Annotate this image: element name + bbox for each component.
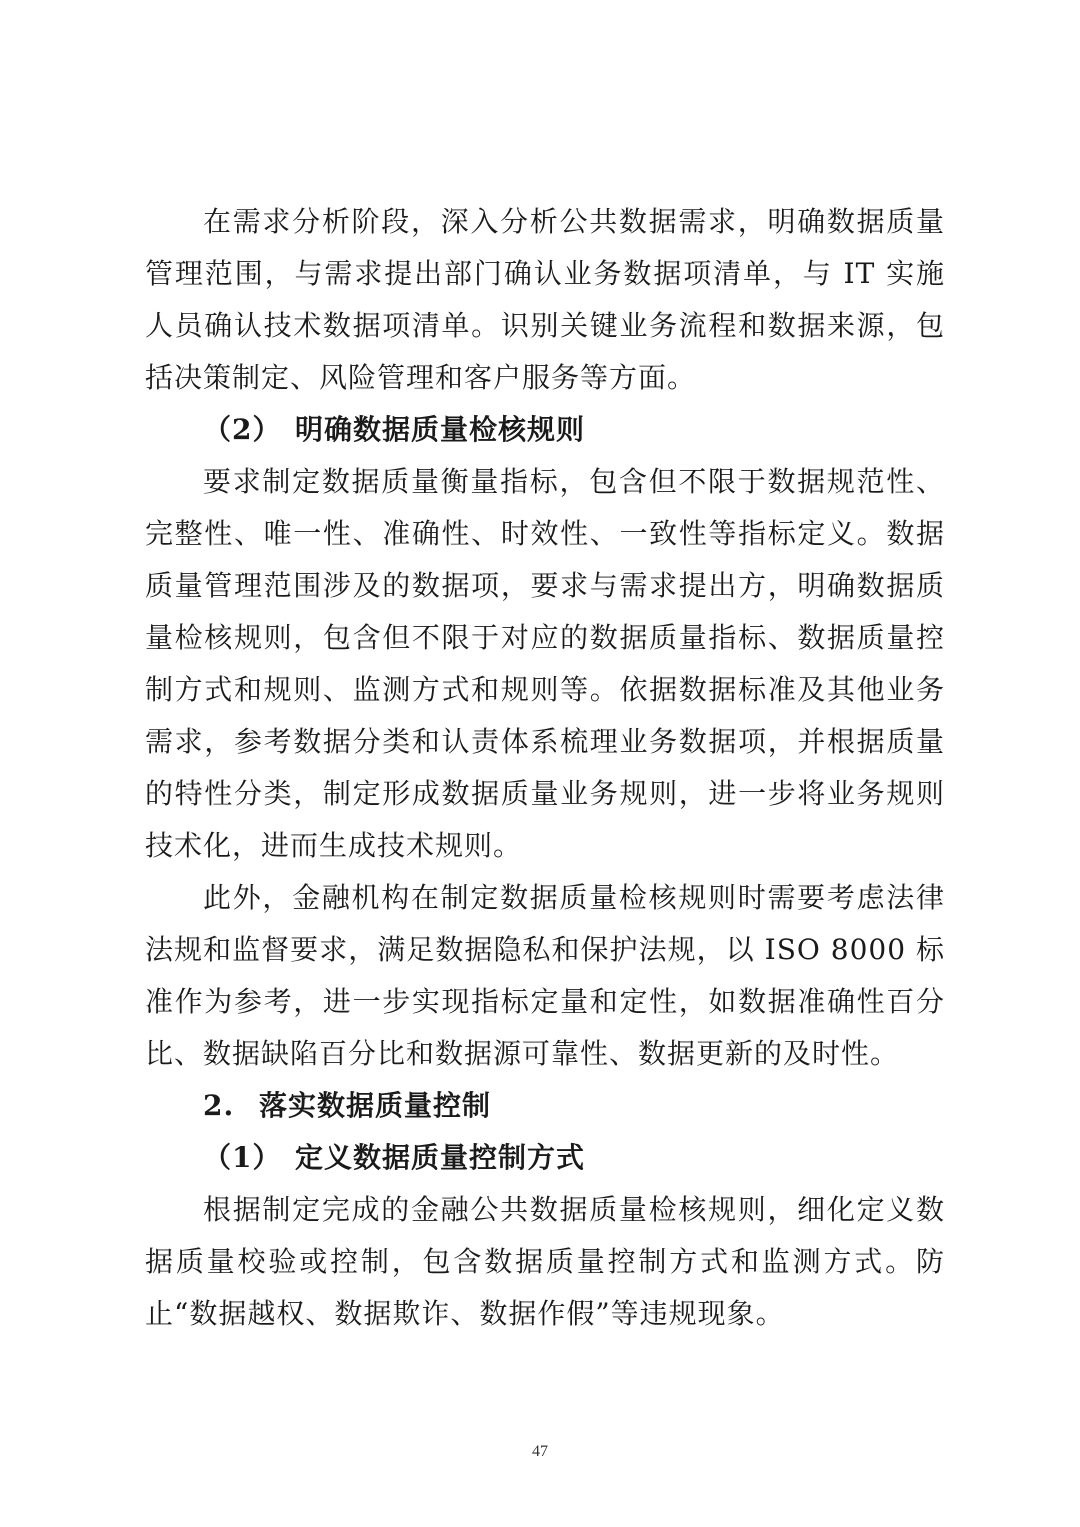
subheading-title: 明确数据质量检核规则 [295, 413, 586, 446]
subheading-number: （1） [203, 1141, 282, 1174]
subheading-control-methods [145, 1132, 945, 1184]
paragraph-requirements-analysis: 在需求分析阶段，深入分析公共数据需求，明确数据质量管理范围，与需求提出部门确认业务数据项清单，与 IT 实施人员确认技术数据项清单。识别关键业务流程和数据来源，包括决策制定、风险管理和客户服务等方面。 [145, 205, 945, 394]
paragraph-quality-metrics: 要求制定数据质量衡量指标，包含但不限于数据规范性、完整性、唯一性、准确性、时效性、一致性等指标定义。数据质量管理范围涉及的数据项，要求与需求提出方，明确数据质量检核规则，包含但不限于对应的数据质量指标、数据质量控制方式和规则、监测方式和规则等。依据数据标准及其他业务需求，参考数据分类和认责体系梳理业务数据项，并根据质量的特性分类，制定形成数据质量业务规则，进一步将业务规则技术化，进而生成技术规则。 [145, 465, 945, 862]
section-title: 落实数据质量控制 [259, 1089, 492, 1122]
section-number: 2. [203, 1089, 235, 1122]
subheading-quality-rules [145, 404, 945, 456]
section-heading-quality-control [145, 1080, 945, 1132]
paragraph-control-definition: 根据制定完成的金融公共数据质量检核规则，细化定义数据质量校验或控制，包含数据质量控制方式和监测方式。防止“数据越权、数据欺诈、数据作假”等违规现象。 [145, 1193, 945, 1330]
document-body [145, 196, 945, 1340]
page-number: 47 [532, 1443, 548, 1460]
subheading-number: （2） [203, 413, 282, 446]
subheading-title: 定义数据质量控制方式 [295, 1141, 586, 1174]
paragraph-legal-compliance: 此外，金融机构在制定数据质量检核规则时需要考虑法律法规和监督要求，满足数据隐私和保护法规，以 ISO 8000 标准作为参考，进一步实现指标定量和定性，如数据准确性百分比、数据缺陷百分比和数据源可靠性、数据更新的及时性。 [145, 881, 945, 1070]
